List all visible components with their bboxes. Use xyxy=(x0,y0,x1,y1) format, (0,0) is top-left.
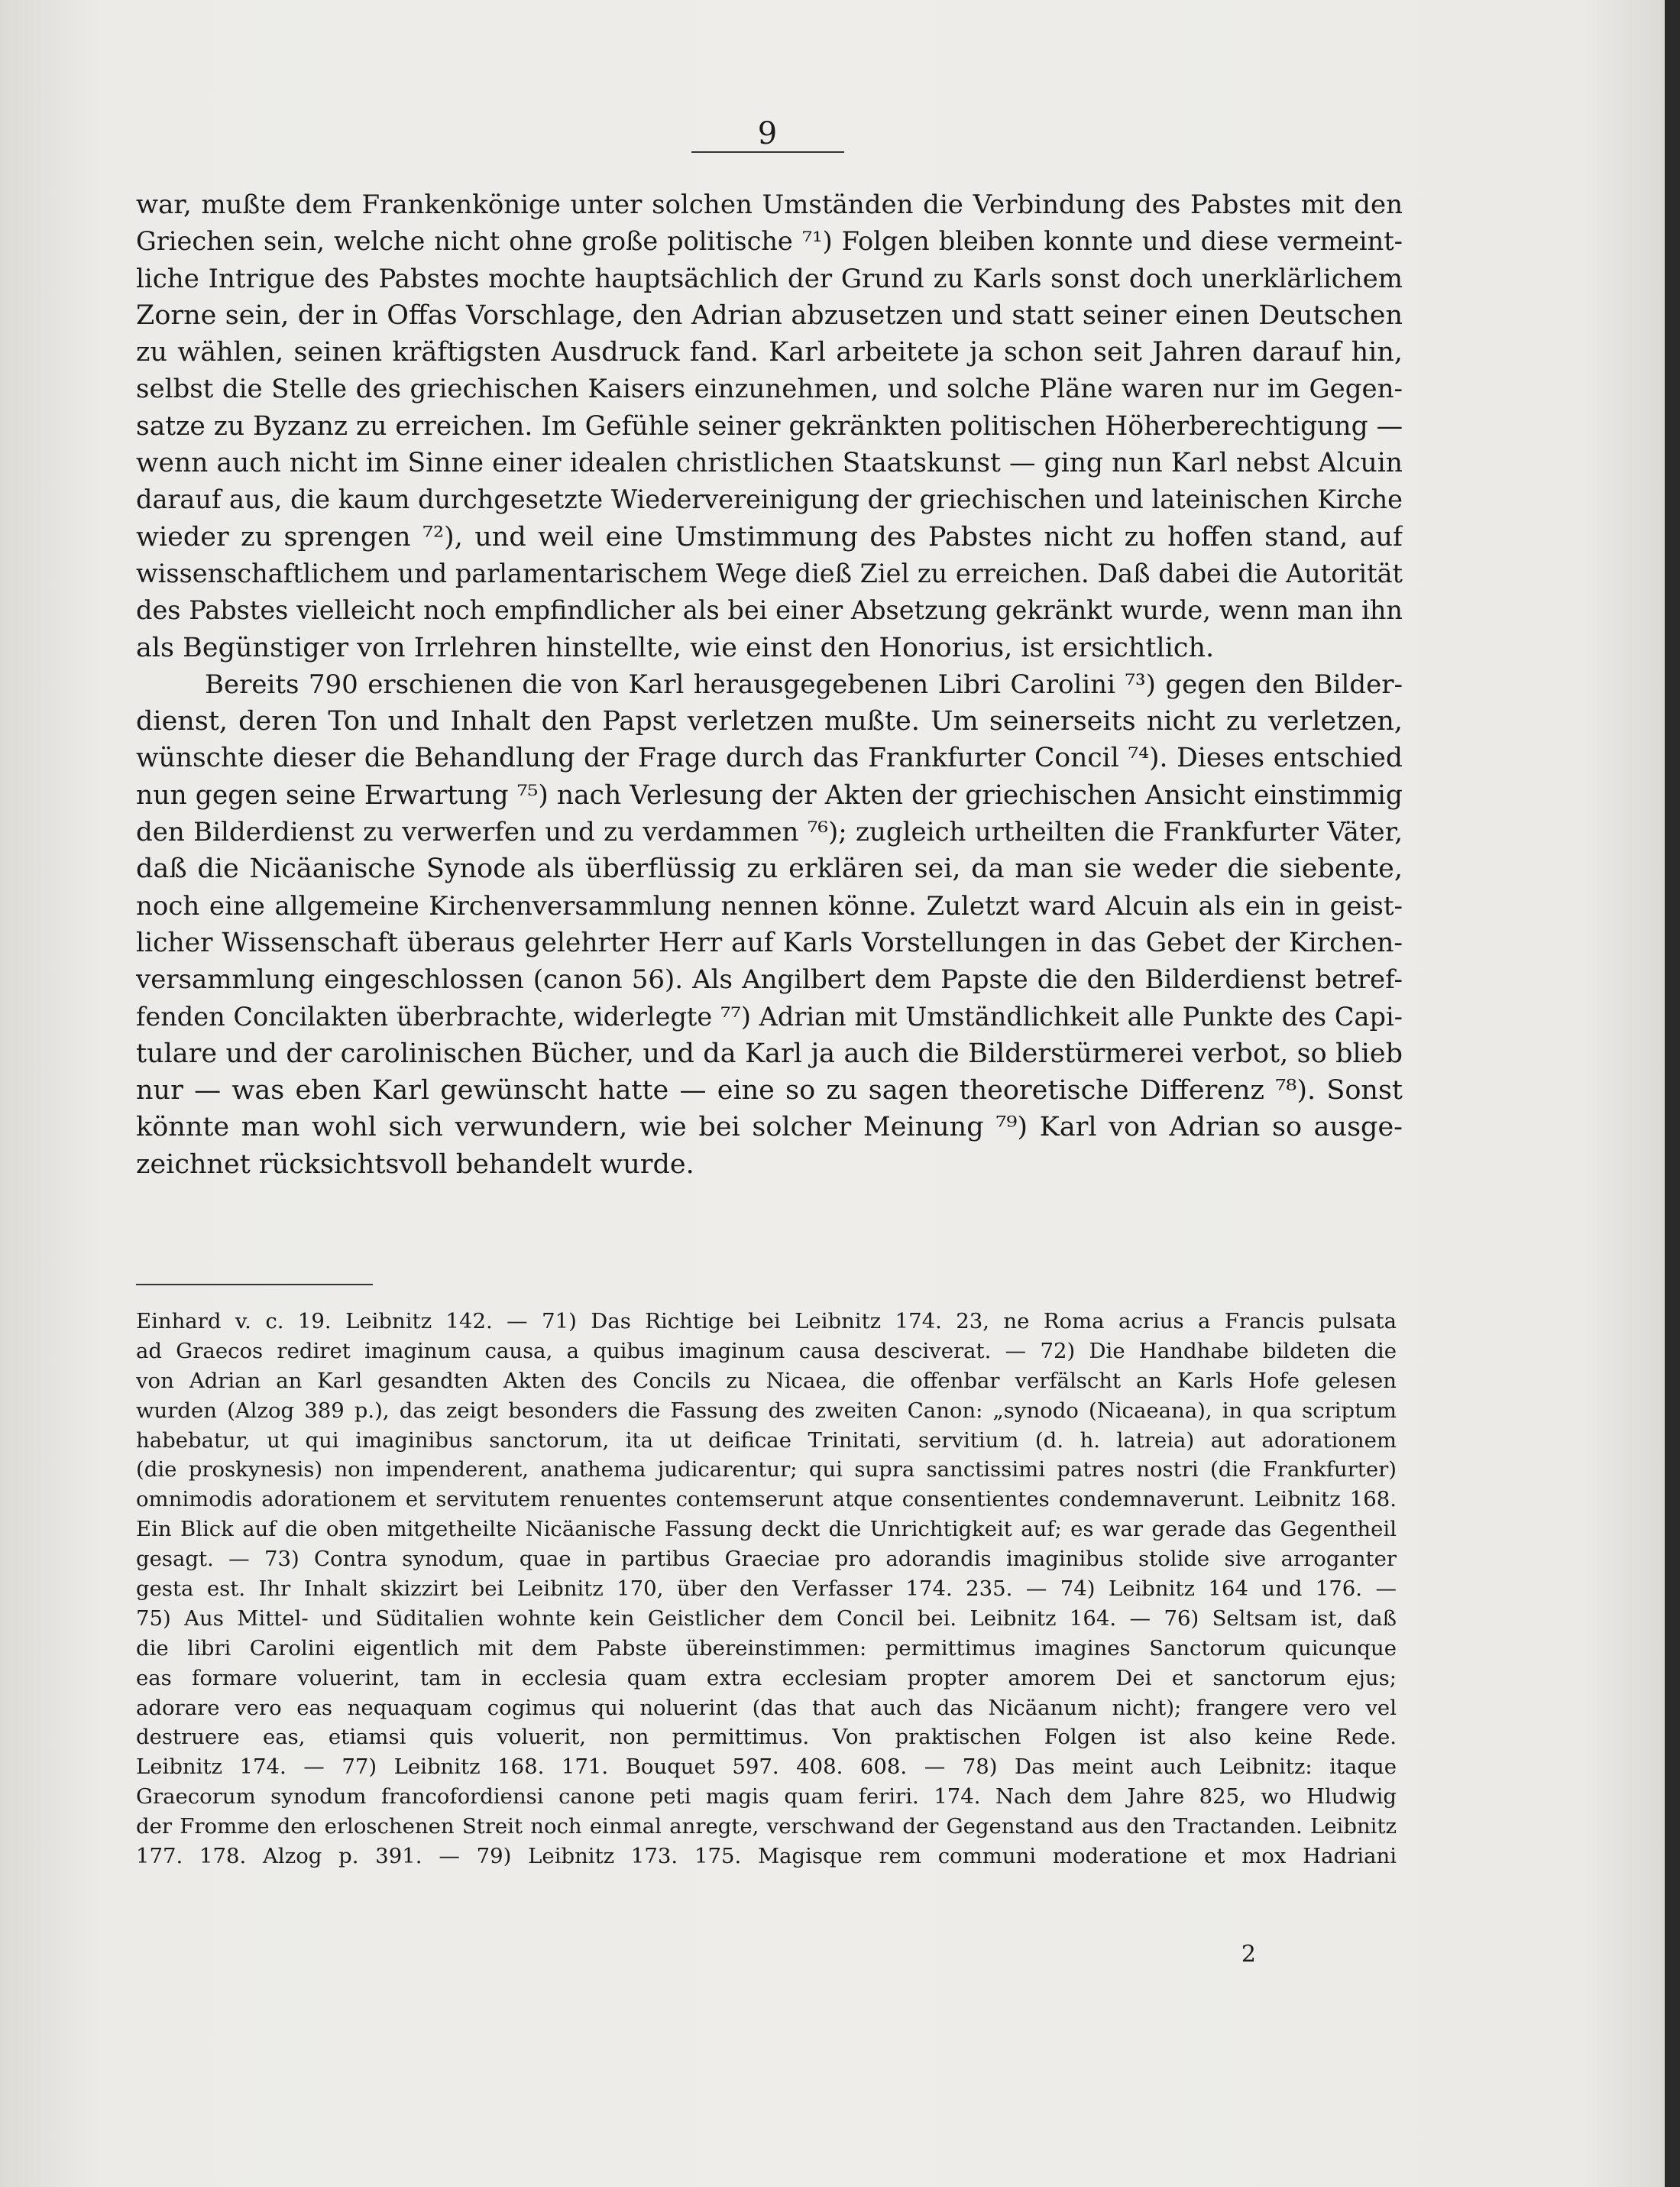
body-line: versammlung eingeschlossen (canon 56). Als Angilbert dem Papste die den Bilderdienst betref- xyxy=(136,964,1403,996)
footnote-line: eas formare voluerint, tam in ecclesia quam extra ecclesiam propter amorem Dei et sanctorum ejus; xyxy=(136,1665,1397,1690)
body-line-paragraph-start: Bereits 790 erschienen die von Karl herausgegebenen Libri Carolini ⁷³) gegen den Bilder- xyxy=(205,669,1403,700)
body-line: nun gegen seine Erwartung ⁷⁵) nach Verlesung der Akten der griechischen Ansicht einstimmig xyxy=(136,779,1403,811)
body-line: wünschte dieser die Behandlung der Frage durch das Frankfurter Concil ⁷⁴). Dieses entschied xyxy=(136,743,1403,774)
body-line: liche Intrigue des Pabstes mochte hauptsächlich der Grund zu Karls sonst doch unerklärlichem xyxy=(136,263,1403,294)
body-line: fenden Concilakten überbrachte, widerlegte ⁷⁷) Adrian mit Umständlichkeit alle Punkte des Capi- xyxy=(136,1001,1403,1032)
body-line: war, mußte dem Frankenkönige unter solchen Umständen die Verbindung des Pabstes mit den xyxy=(136,190,1403,220)
body-line: wenn auch nicht im Sinne einer idealen christlichen Staatskunst — ging nun Karl nebst Alcuin xyxy=(136,448,1403,479)
footnote-line: habebatur, ut qui imaginibus sanctorum, ita ut deificae Trinitati, servitium (d. h. latreia) aut adorationem xyxy=(136,1427,1397,1453)
body-line: selbst die Stelle des griechischen Kaisers einzunehmen, und solche Pläne waren nur im Gegen- xyxy=(136,374,1403,405)
footnote-line: Leibnitz 174. — 77) Leibnitz 168. 171. Bouquet 597. 408. 608. — 78) Das meint auch Leibnitz: itaque xyxy=(136,1754,1397,1780)
footnote-line: 75) Aus Mittel- und Süditalien wohnte kein Geistlicher dem Concil bei. Leibnitz 164. — 76) Seltsam ist, daß xyxy=(136,1605,1397,1631)
body-line: Griechen sein, welche nicht ohne große politische ⁷¹) Folgen bleiben konnte und diese vermeint- xyxy=(136,226,1403,257)
page-number-rule xyxy=(691,151,844,153)
body-line: nur — was eben Karl gewünscht hatte — eine so zu sagen theoretische Differenz ⁷⁸). Sonst xyxy=(136,1075,1403,1106)
body-line: den Bilderdienst zu verwerfen und zu verdammen ⁷⁶); zugleich urtheilten die Frankfurter Väter, xyxy=(136,817,1403,848)
body-line: licher Wissenschaft überaus gelehrter Herr auf Karls Vorstellungen in das Gebet der Kirchen- xyxy=(136,927,1403,958)
footnote-line: von Adrian an Karl gesandten Akten des Concils zu Nicaea, die offenbar verfälscht an Karls Hofe gelesen xyxy=(136,1368,1397,1393)
footnote-separator xyxy=(136,1284,373,1285)
signature-mark: 2 xyxy=(1241,1941,1256,1968)
body-line: Zorne sein, der in Offas Vorschlage, den Adrian abzusetzen und statt seiner einen Deutschen xyxy=(136,300,1403,331)
body-line: wieder zu sprengen ⁷²), und weil eine Umstimmung des Pabstes nicht zu hoffen stand, auf xyxy=(136,521,1403,552)
footnote-line: wurden (Alzog 389 p.), das zeigt besonders die Fassung des zweiten Canon: „synodo (Nicaeana), in qua scriptum xyxy=(136,1398,1397,1423)
body-line: darauf aus, die kaum durchgesetzte Wiedervereinigung der griechischen und lateinischen Kirche xyxy=(136,484,1403,515)
footnote-line: (die proskynesis) non impenderent, anathema judicarentur; qui supra sanctissimi patres nostri (die Frankfurter) xyxy=(136,1457,1397,1482)
footnote-line: die libri Carolini eigentlich mit dem Pabste übereinstimmen: permittimus imagines Sanctorum quicunque xyxy=(136,1635,1397,1661)
body-text xyxy=(136,186,1403,1183)
body-line: daß die Nicäanische Synode als überflüssig zu erklären sei, da man sie weder die siebente, xyxy=(136,854,1403,885)
body-line: zeichnet rücksichtsvoll behandelt wurde. xyxy=(136,1149,694,1180)
footnote-line: 177. 178. Alzog p. 391. — 79) Leibnitz 173. 175. Magisque rem communi moderatione et mox Hadriani xyxy=(136,1844,1397,1869)
footnote-line: destruere eas, etiamsi quis voluerit, non permittimus. Von praktischen Folgen ist also keine Rede. xyxy=(136,1725,1397,1750)
footnote-line: Einhard v. c. 19. Leibnitz 142. — 71) Das Richtige bei Leibnitz 174. 23, ne Roma acrius a Francis pulsata xyxy=(136,1309,1397,1333)
body-line: dienst, deren Ton und Inhalt den Papst verletzen mußte. Um seinerseits nicht zu verletzen, xyxy=(136,706,1403,737)
footnote-line: der Fromme den erloschenen Streit noch einmal anregte, verschwand der Gegenstand aus den Tractanden. Leibnitz xyxy=(136,1814,1397,1839)
footnote-line: Ein Blick auf die oben mitgetheilte Nicäanische Fassung deckt die Unrichtigkeit auf; es war gerade das Gegentheil xyxy=(136,1517,1397,1542)
footnotes xyxy=(136,1307,1397,1871)
body-line: tulare und der carolinischen Bücher, und da Karl ja auch die Bilderstürmerei verbot, so blieb xyxy=(136,1038,1403,1069)
body-line: wissenschaftlichem und parlamentarischem Wege dieß Ziel zu erreichen. Daß dabei die Autorität xyxy=(136,558,1403,588)
body-line: noch eine allgemeine Kirchenversammlung nennen könne. Zuletzt ward Alcuin als ein in geist- xyxy=(136,890,1403,922)
footnote-line: gesagt. — 73) Contra synodum, quae in partibus Graeciae pro adorandis imaginibus stolide sive arroganter xyxy=(136,1547,1397,1572)
scan-edge xyxy=(1665,0,1680,2187)
footnote-line: omnimodis adorationem et servitutem renuentes contemserunt atque consentientes condemnaverunt. Leibnitz 168. xyxy=(136,1487,1397,1512)
footnote-line: adorare vero eas nequaquam cogimus qui noluerint (das that auch das Nicäanum nicht); frangere vero vel xyxy=(136,1695,1397,1720)
body-line: könnte man wohl sich verwundern, wie bei solcher Meinung ⁷⁹) Karl von Adrian so ausge- xyxy=(136,1112,1403,1143)
body-line: zu wählen, seinen kräftigsten Ausdruck fand. Karl arbeitete ja schon seit Jahren darauf hin, xyxy=(136,337,1403,368)
body-line: des Pabstes vielleicht noch empfindlicher als bei einer Absetzung gekränkt wurde, wenn man ihn xyxy=(136,595,1403,626)
page-number: 9 xyxy=(757,116,778,151)
footnote-line: ad Graecos rediret imaginum causa, a quibus imaginum causa desciverat. — 72) Die Handhabe bildeten die xyxy=(136,1338,1397,1363)
footnote-line: Graecorum synodum francofordiensi canone peti magis quam feriri. 174. Nach dem Jahre 825, wo Hludwig xyxy=(136,1784,1397,1810)
body-line: als Begünstiger von Irrlehren hinstellte, wie einst den Honorius, ist ersichtlich. xyxy=(136,632,1215,663)
body-line: satze zu Byzanz zu erreichen. Im Gefühle seiner gekränkten politischen Höherberechtigung — xyxy=(136,410,1403,442)
footnote-line: gesta est. Ihr Inhalt skizzirt bei Leibnitz 170, über den Verfasser 174. 235. — 74) Leibnitz 164 und 176. — xyxy=(136,1576,1397,1602)
